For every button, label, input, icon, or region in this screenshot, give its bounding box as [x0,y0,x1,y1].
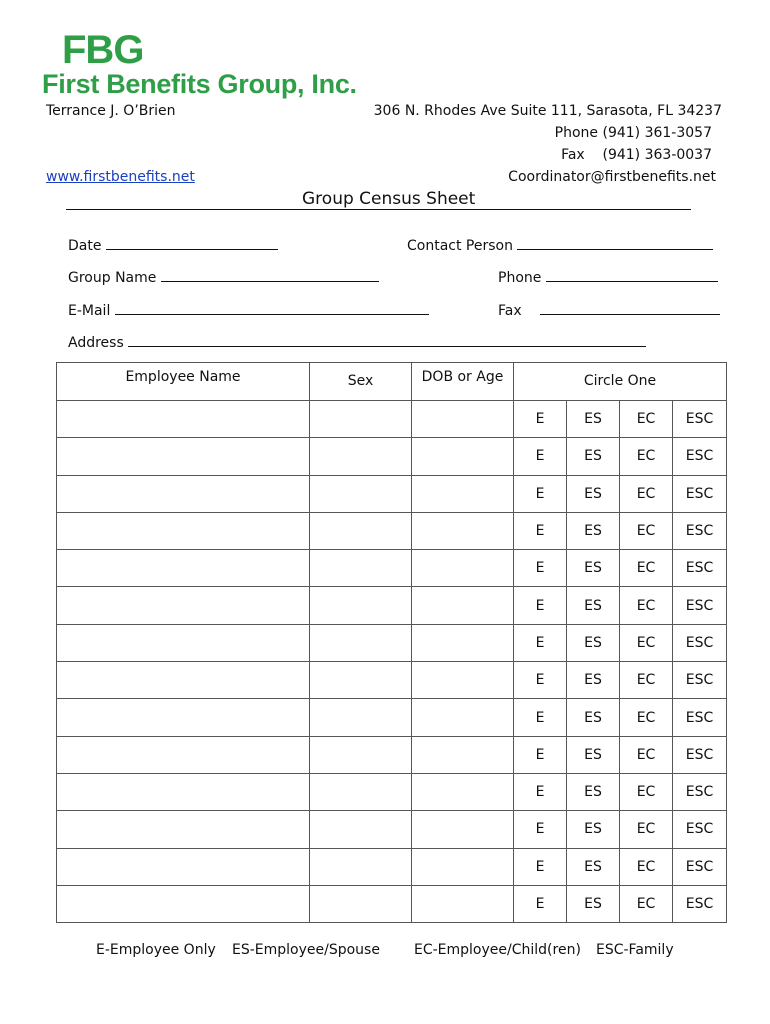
employee-name-cell[interactable] [57,662,310,699]
sex-cell[interactable] [310,624,412,661]
coverage-option-esc[interactable]: ESC [673,662,727,699]
coverage-option-esc[interactable]: ESC [673,885,727,922]
company-phone: Phone (941) 361-3057 [554,125,712,141]
coverage-option-es[interactable]: ES [567,624,620,661]
dob-age-cell[interactable] [412,662,514,699]
sex-cell[interactable] [310,699,412,736]
coverage-option-e[interactable]: E [514,811,567,848]
date-field [68,236,278,256]
dob-age-cell[interactable] [412,699,514,736]
coverage-option-ec[interactable]: EC [620,773,673,810]
sex-cell[interactable] [310,550,412,587]
date-label: Date [68,238,102,254]
coverage-option-es[interactable]: ES [567,736,620,773]
coverage-option-e[interactable]: E [514,662,567,699]
group-name-field [68,268,379,288]
sex-cell[interactable] [310,587,412,624]
employee-name-cell[interactable] [57,699,310,736]
page-title: Group Census Sheet [302,189,476,209]
coverage-option-esc[interactable]: ESC [673,811,727,848]
coverage-option-esc[interactable]: ESC [673,736,727,773]
coverage-option-e[interactable]: E [514,773,567,810]
dob-age-cell[interactable] [412,438,514,475]
header-sex: Sex [310,363,412,401]
date-input[interactable] [106,237,278,250]
table-row [57,475,727,512]
dob-age-cell[interactable] [412,475,514,512]
company-address: 306 N. Rhodes Ave Suite 111, Sarasota, FL 34237 [373,103,722,119]
coverage-option-esc[interactable]: ESC [673,512,727,549]
table-row [57,811,727,848]
phone-label: Phone [498,270,542,286]
email-label: E-Mail [68,303,111,319]
coverage-option-ec[interactable]: EC [620,699,673,736]
table-row [57,587,727,624]
coverage-option-esc[interactable]: ESC [673,438,727,475]
table-row [57,662,727,699]
coverage-option-e[interactable]: E [514,512,567,549]
table-row [57,624,727,661]
employee-name-cell[interactable] [57,550,310,587]
coverage-option-ec[interactable]: EC [620,587,673,624]
coverage-option-e[interactable]: E [514,624,567,661]
sex-cell[interactable] [310,512,412,549]
logo-mark: FBG [62,28,144,72]
coverage-option-e[interactable]: E [514,736,567,773]
coverage-option-e[interactable]: E [514,885,567,922]
employee-name-cell[interactable] [57,848,310,885]
coverage-option-ec[interactable]: EC [620,475,673,512]
coverage-option-e[interactable]: E [514,699,567,736]
coverage-option-es[interactable]: ES [567,512,620,549]
fax-label: Fax [498,303,522,319]
sex-cell[interactable] [310,848,412,885]
coverage-option-e[interactable]: E [514,475,567,512]
dob-age-cell[interactable] [412,624,514,661]
coverage-option-esc[interactable]: ESC [673,624,727,661]
coverage-option-e[interactable]: E [514,401,567,438]
employee-name-cell[interactable] [57,512,310,549]
coverage-option-e[interactable]: E [514,438,567,475]
coverage-option-esc[interactable]: ESC [673,475,727,512]
employee-name-cell[interactable] [57,475,310,512]
coverage-option-es[interactable]: ES [567,438,620,475]
sex-cell[interactable] [310,438,412,475]
coverage-option-e[interactable]: E [514,550,567,587]
fax-field [498,301,720,321]
contact-name: Terrance J. O’Brien [46,103,176,119]
table-header-row [57,363,727,401]
coverage-option-ec[interactable]: EC [620,736,673,773]
employee-name-cell[interactable] [57,624,310,661]
coverage-option-esc[interactable]: ESC [673,587,727,624]
employee-name-cell[interactable] [57,885,310,922]
address-label: Address [68,335,124,351]
coverage-option-esc[interactable]: ESC [673,401,727,438]
coverage-option-ec[interactable]: EC [620,811,673,848]
coverage-option-esc[interactable]: ESC [673,550,727,587]
phone-field [498,268,718,288]
dob-age-cell[interactable] [412,736,514,773]
group-name-label: Group Name [68,270,157,286]
employee-name-cell[interactable] [57,438,310,475]
table-row [57,848,727,885]
coverage-option-es[interactable]: ES [567,550,620,587]
coverage-option-ec[interactable]: EC [620,550,673,587]
address-input[interactable] [128,334,646,347]
address-field [68,333,646,353]
dob-age-cell[interactable] [412,550,514,587]
header-dob-age: DOB or Age [412,363,514,401]
table-row [57,699,727,736]
coverage-option-es[interactable]: ES [567,848,620,885]
legend-es: ES-Employee/Spouse [232,942,380,958]
coverage-option-esc[interactable]: ESC [673,773,727,810]
email-field [68,301,429,321]
table-row [57,773,727,810]
census-table [56,362,727,923]
coverage-option-ec[interactable]: EC [620,848,673,885]
email-input[interactable] [115,302,429,315]
dob-age-cell[interactable] [412,885,514,922]
contact-person-input[interactable] [517,237,713,250]
company-name: First Benefits Group, Inc. [42,69,357,99]
sex-cell[interactable] [310,475,412,512]
employee-name-cell[interactable] [57,401,310,438]
table-row [57,736,727,773]
coverage-option-es[interactable]: ES [567,773,620,810]
sex-cell[interactable] [310,773,412,810]
coverage-option-es[interactable]: ES [567,662,620,699]
coverage-option-ec[interactable]: EC [620,662,673,699]
title-rule [66,209,691,210]
sex-cell[interactable] [310,662,412,699]
dob-age-cell[interactable] [412,512,514,549]
table-row [57,512,727,549]
legend-esc: ESC-Family [596,942,674,958]
group-name-input[interactable] [161,269,379,282]
dob-age-cell[interactable] [412,773,514,810]
table-row [57,401,727,438]
coverage-option-es[interactable]: ES [567,699,620,736]
table-row [57,885,727,922]
coverage-option-e[interactable]: E [514,848,567,885]
contact-person-label: Contact Person [407,238,513,254]
table-row [57,550,727,587]
coverage-option-ec[interactable]: EC [620,512,673,549]
coverage-option-es[interactable]: ES [567,475,620,512]
sex-cell[interactable] [310,811,412,848]
coverage-option-es[interactable]: ES [567,587,620,624]
header-employee-name: Employee Name [57,363,310,401]
sex-cell[interactable] [310,736,412,773]
dob-age-cell[interactable] [412,811,514,848]
coverage-option-ec[interactable]: EC [620,624,673,661]
contact-person-field [407,236,713,256]
coverage-option-ec[interactable]: EC [620,438,673,475]
employee-name-cell[interactable] [57,587,310,624]
coverage-option-esc[interactable]: ESC [673,699,727,736]
coverage-option-es[interactable]: ES [567,401,620,438]
dob-age-cell[interactable] [412,848,514,885]
sex-cell[interactable] [310,885,412,922]
header-circle-one: Circle One [514,363,727,401]
dob-age-cell[interactable] [412,401,514,438]
coverage-option-es[interactable]: ES [567,885,620,922]
coverage-option-ec[interactable]: EC [620,885,673,922]
dob-age-cell[interactable] [412,587,514,624]
legend-e: E-Employee Only [96,942,216,958]
coverage-option-esc[interactable]: ESC [673,848,727,885]
coverage-option-ec[interactable]: EC [620,401,673,438]
company-email[interactable]: Coordinator@firstbenefits.net [508,169,716,185]
fax-input[interactable] [540,302,720,315]
phone-input[interactable] [546,269,718,282]
employee-name-cell[interactable] [57,811,310,848]
company-fax: Fax (941) 363-0037 [561,147,712,163]
employee-name-cell[interactable] [57,736,310,773]
legend-ec: EC-Employee/Child(ren) [414,942,581,958]
website-link[interactable]: www.firstbenefits.net [46,169,195,185]
sex-cell[interactable] [310,401,412,438]
coverage-option-es[interactable]: ES [567,811,620,848]
table-row [57,438,727,475]
employee-name-cell[interactable] [57,773,310,810]
coverage-option-e[interactable]: E [514,587,567,624]
